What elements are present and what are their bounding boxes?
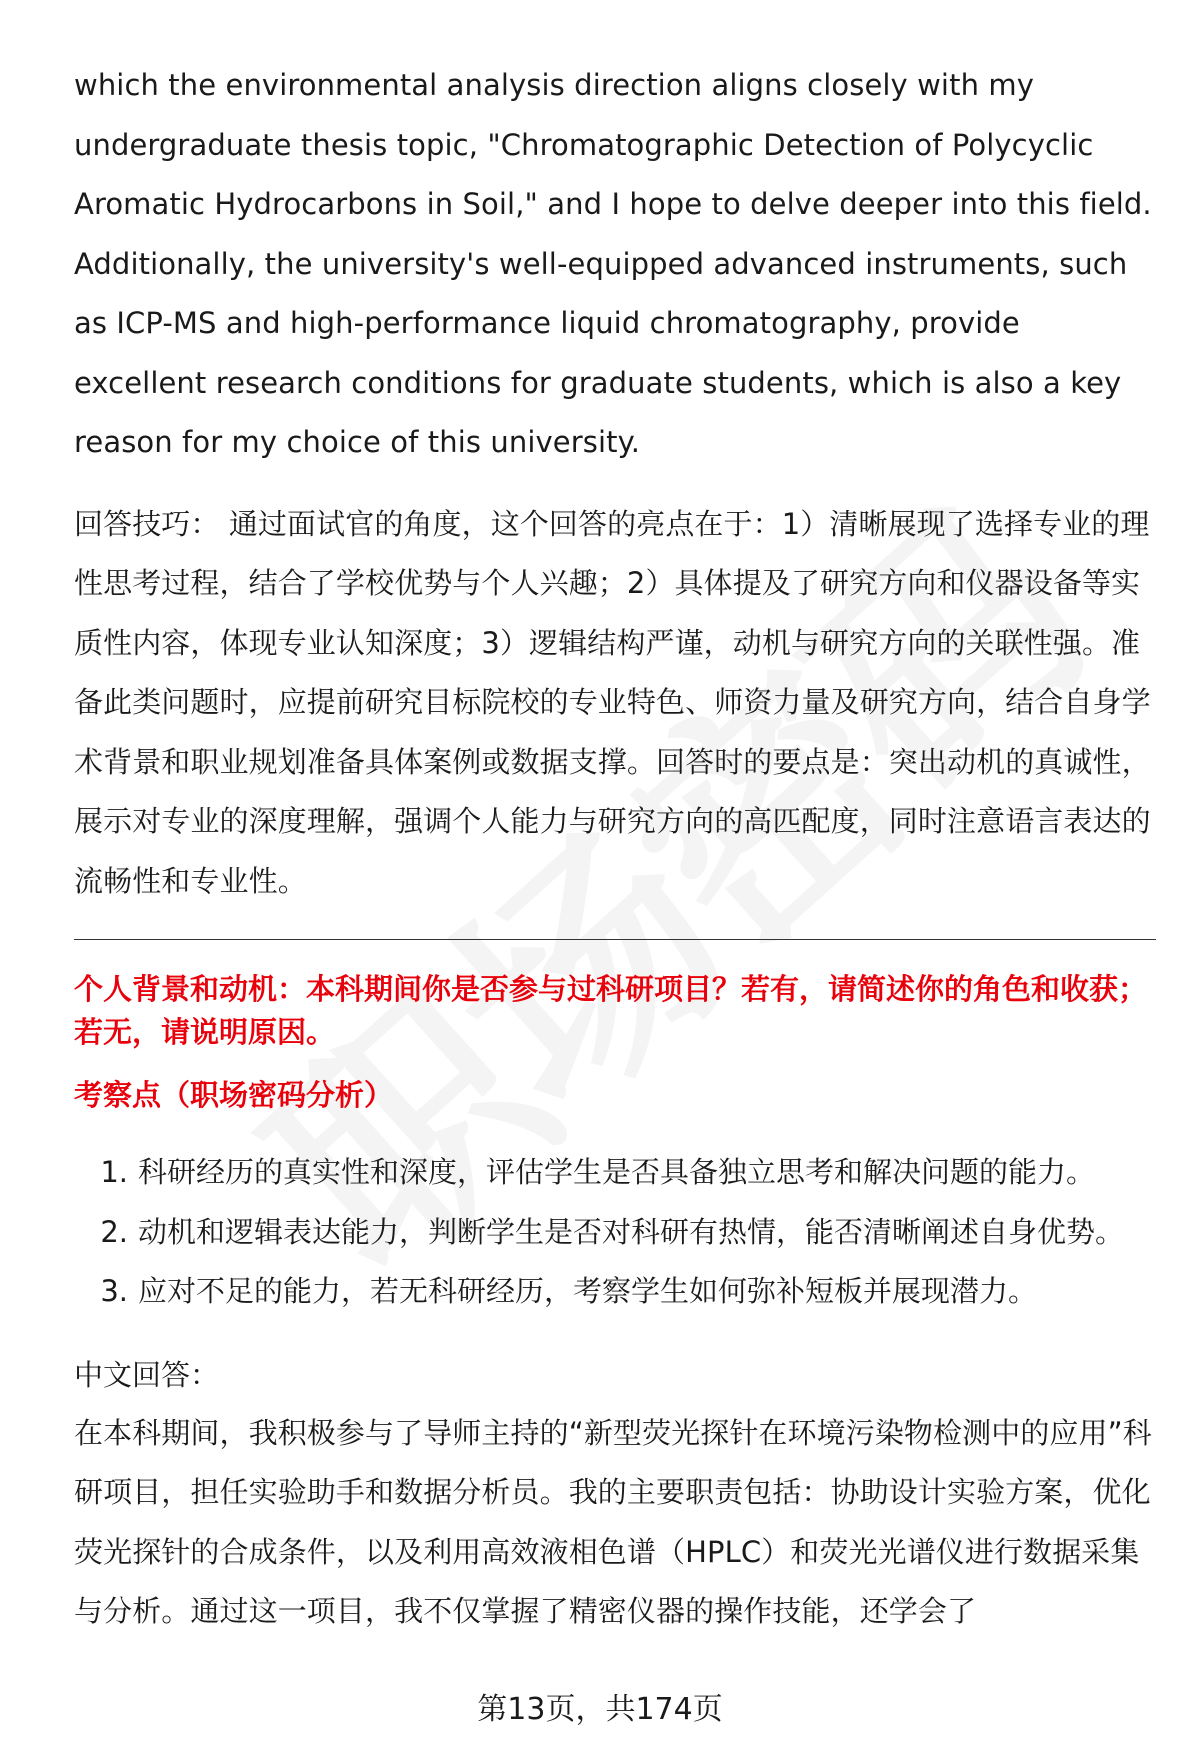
examination-points-list — [74, 1143, 1156, 1322]
list-number: 2. — [100, 1214, 128, 1249]
section-divider — [74, 939, 1156, 940]
chinese-answer-paragraph: 在本科期间，我积极参与了导师主持的“新型荧光探针在环境污染物检测中的应用”科研项目，担任实验助手和数据分析员。我的主要职责包括：协助设计实验方案，优化荧光探针的合成条件，以及利用高效液相色谱（HPLC）和荧光光谱仪进行数据采集与分析。通过这一项目，我不仅掌握了精密仪器的操作技能，还学会了 — [74, 1415, 1152, 1628]
question-heading: 个人背景和动机：本科期间你是否参与过科研项目？若有，请简述你的角色和收获；若无，请说明原因。 — [74, 972, 1148, 1049]
list-number: 1. — [100, 1155, 128, 1189]
list-item — [74, 1203, 1156, 1263]
examination-heading: 考察点（职场密码分析） — [74, 1078, 394, 1112]
page-content — [74, 56, 1156, 1642]
chinese-answer-label: 中文回答： — [74, 1357, 220, 1392]
list-item-text: 应对不足的能力，若无科研经历，考察学生如何弥补短板并展现潜力。 — [138, 1274, 1038, 1308]
english-answer-paragraph: which the environmental analysis direction aligns closely with my undergraduate thesis topic, "Chromatographic Detection of Polycyclic Aromatic Hydrocarbons in Soil," and I hope to delve deeper into this field. Additionally, the university's well-equipped advanced instruments, such as ICP-MS and high-performance liquid chromatography, provide excellent research conditions for graduate students, which is also a key reason for my choice of this university. — [74, 68, 1152, 459]
list-item-text: 科研经历的真实性和深度，评估学生是否具备独立思考和解决问题的能力。 — [138, 1155, 1096, 1189]
list-number: 3. — [100, 1274, 128, 1308]
answer-tips-paragraph: 回答技巧： 通过面试官的角度，这个回答的亮点在于：1）清晰展现了选择专业的理性思考过程，结合了学校优势与个人兴趣；2）具体提及了研究方向和仪器设备等实质性内容，体现专业认知深度；3）逻辑结构严谨，动机与研究方向的关联性强。准备此类问题时，应提前研究目标院校的专业特色、师资力量及研究方向，结合自身学术背景和职业规划准备具体案例或数据支撑。回答时的要点是：突出动机的真诚性，展示对专业的深度理解，强调个人能力与研究方向的高匹配度，同时注意语言表达的流畅性和专业性。 — [74, 506, 1151, 898]
list-item — [74, 1143, 1156, 1203]
list-item-text: 动机和逻辑表达能力，判断学生是否对科研有热情，能否清晰阐述自身优势。 — [138, 1214, 1125, 1249]
page-footer: 第13页，共174页 — [477, 1692, 723, 1727]
list-item — [74, 1262, 1156, 1322]
